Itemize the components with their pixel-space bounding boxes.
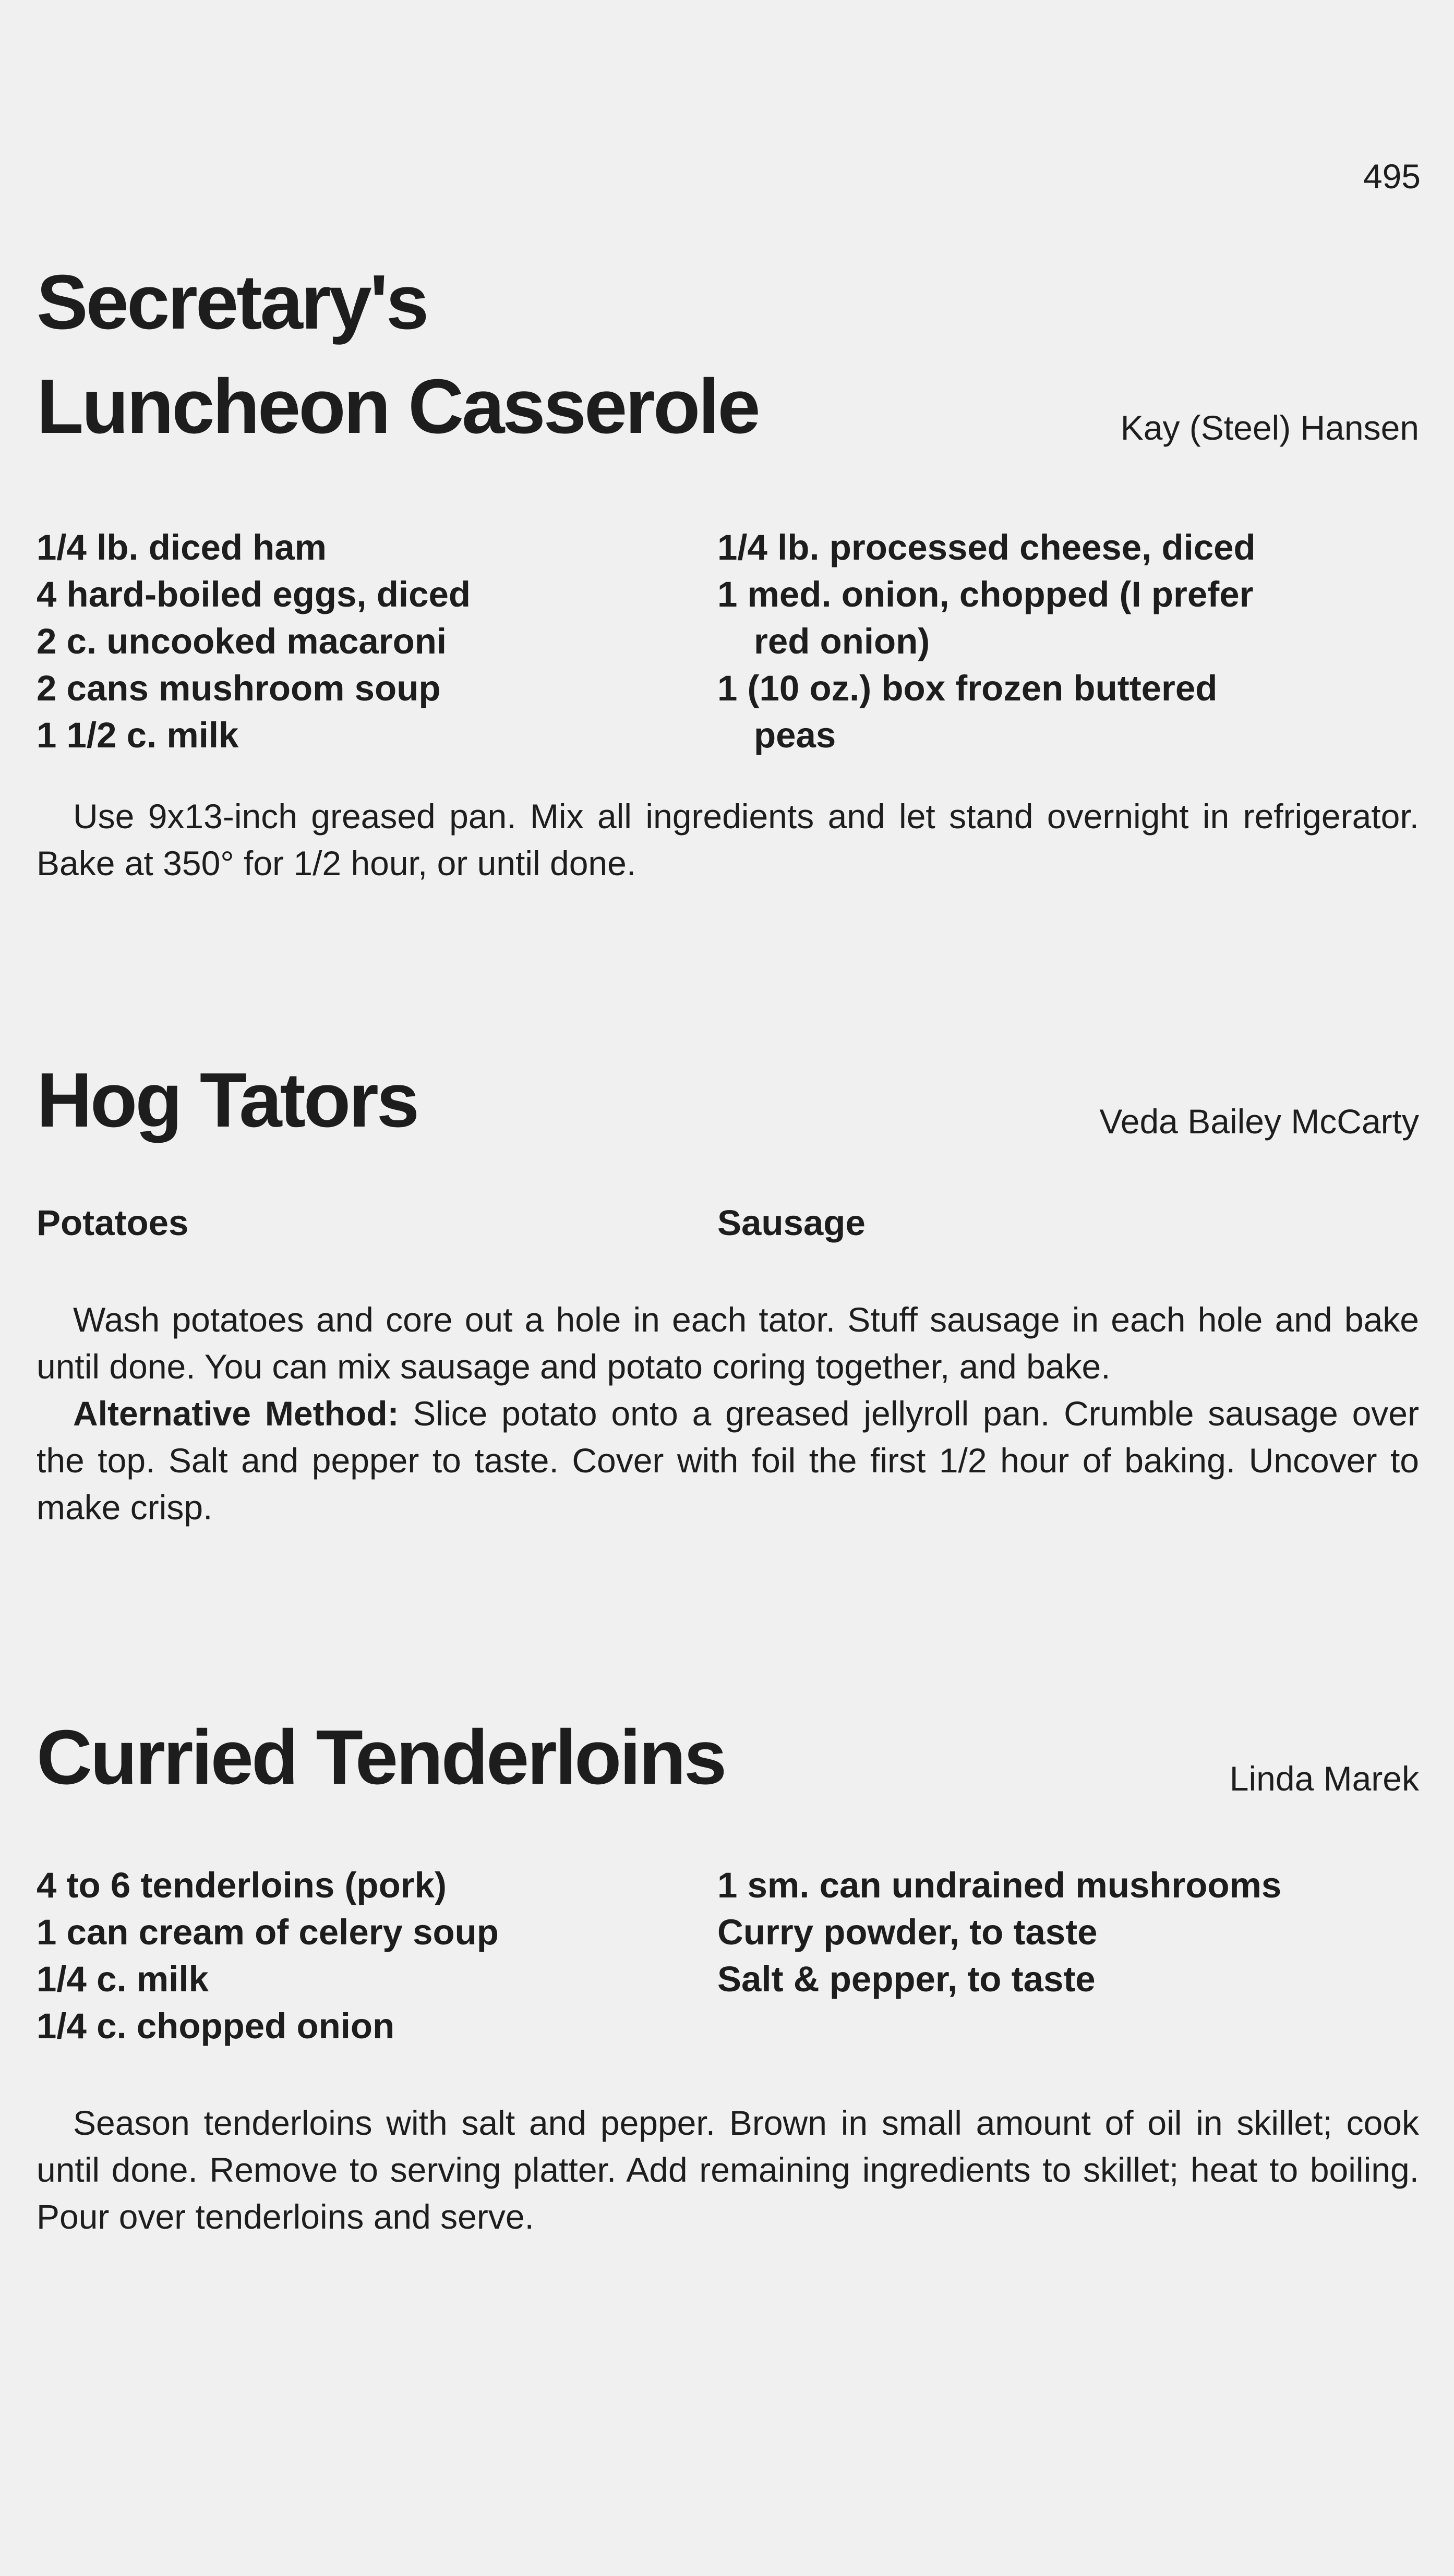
ingredient-column-right bbox=[717, 524, 1419, 759]
ingredient-text: 1 med. onion, chopped (I prefer bbox=[717, 574, 1254, 614]
ingredient-column-right bbox=[717, 1200, 1419, 1247]
ingredient-item: 4 to 6 tenderloins (pork) bbox=[37, 1865, 447, 1905]
alternative-method-label: Alternative Method: bbox=[73, 1394, 399, 1433]
ingredient-item bbox=[717, 665, 1419, 759]
recipe-contributor: Kay (Steel) Hansen bbox=[1120, 408, 1419, 447]
page-number: 495 bbox=[1363, 157, 1421, 196]
ingredient-list bbox=[37, 1862, 1419, 2050]
ingredient-item: Potatoes bbox=[37, 1203, 189, 1243]
ingredient-item bbox=[717, 571, 1419, 665]
ingredient-continuation: red onion) bbox=[754, 621, 930, 661]
ingredient-list bbox=[37, 1200, 1419, 1247]
ingredient-item: 1/4 c. milk bbox=[37, 1959, 209, 1999]
ingredient-column-right bbox=[717, 1862, 1419, 2050]
recipe-header bbox=[37, 1706, 1419, 1810]
recipe-directions: Wash potatoes and core out a hole in each tator. Stuff sausage in each hole and bake until done. You can mix sausage and potato coring together, and bake. bbox=[37, 1300, 1419, 1386]
ingredient-text: 1/4 lb. processed cheese, diced bbox=[717, 527, 1256, 567]
recipe-contributor: Linda Marek bbox=[1229, 1759, 1419, 1798]
ingredient-list bbox=[37, 524, 1419, 759]
ingredient-column-left bbox=[37, 1200, 717, 1247]
ingredient-item: 1 sm. can undrained mushrooms bbox=[717, 1865, 1282, 1905]
ingredient-item: Sausage bbox=[717, 1203, 866, 1243]
ingredient-item: Salt & pepper, to taste bbox=[717, 1959, 1096, 1999]
recipe-title-line-1: Secretary's bbox=[37, 259, 427, 345]
recipe-hog-tators bbox=[37, 1048, 1419, 1531]
recipe-title: Curried Tenderloins bbox=[37, 1714, 725, 1800]
ingredient-item: Curry powder, to taste bbox=[717, 1912, 1098, 1952]
ingredient-item: 1/4 lb. diced ham bbox=[37, 527, 327, 567]
recipe-curried-tenderloins bbox=[37, 1706, 1419, 2240]
ingredient-column-left bbox=[37, 524, 717, 759]
ingredient-text: 1 (10 oz.) box frozen buttered bbox=[717, 668, 1218, 708]
recipe-alternative-method bbox=[37, 1390, 1419, 1531]
recipe-title: Hog Tators bbox=[37, 1057, 418, 1143]
recipe-title-line-2: Luncheon Casserole bbox=[37, 364, 759, 450]
recipe-header bbox=[37, 250, 1419, 459]
recipe-directions: Season tenderloins with salt and pepper. Brown in small amount of oil in skillet; cook until done. Remove to serving platter. Add remaining ingredients to skillet; heat to boiling. Pour over tenderloins and serve. bbox=[37, 2103, 1419, 2236]
ingredient-item: 2 cans mushroom soup bbox=[37, 668, 441, 708]
ingredient-item: 1/4 c. chopped onion bbox=[37, 2006, 395, 2046]
ingredient-item bbox=[717, 524, 1419, 571]
alternative-method-text: Slice potato onto a greased jellyroll pan. Crumble sausage over the top. Salt and pepper to taste. Cover with foil the first 1/2 hour of baking. Uncover to make crisp. bbox=[37, 1394, 1419, 1527]
ingredient-item: 1 1/2 c. milk bbox=[37, 715, 239, 755]
recipe-directions: Use 9x13-inch greased pan. Mix all ingredients and let stand overnight in refrigerator. Bake at 350° for 1/2 hour, or until done. bbox=[37, 797, 1419, 882]
recipe-secretarys-luncheon-casserole bbox=[37, 250, 1419, 887]
ingredient-item: 1 can cream of celery soup bbox=[37, 1912, 499, 1952]
recipe-contributor: Veda Bailey McCarty bbox=[1099, 1102, 1419, 1141]
ingredient-item: 4 hard-boiled eggs, diced bbox=[37, 574, 471, 614]
recipe-header bbox=[37, 1048, 1419, 1153]
ingredient-column-left bbox=[37, 1862, 717, 2050]
ingredient-continuation: peas bbox=[754, 715, 836, 755]
ingredient-item: 2 c. uncooked macaroni bbox=[37, 621, 447, 661]
